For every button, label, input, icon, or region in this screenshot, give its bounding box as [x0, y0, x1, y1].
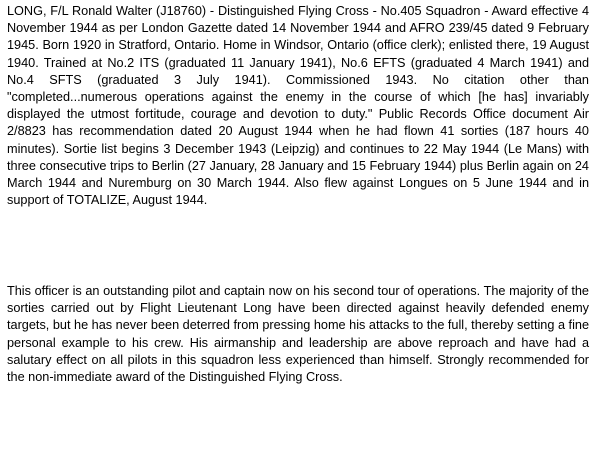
- biography-paragraph: LONG, F/L Ronald Walter (J18760) - Distinguished Flying Cross - No.405 Squadron - Award effective 4 November 1944 as per London Gazette dated 14 November 1944 and AFRO 239/45 dated 9 February 1945. Born 1920 in Stratford, Ontario. Home in Windsor, Ontario (office clerk); enlisted there, 19 August 1940. Trained at No.2 ITS (graduated 11 January 1941), No.6 EFTS (graduated 4 March 1941) and No.4 SFTS (graduated 3 July 1941). Commissioned 1943. No citation other than "completed...numerous operations against the enemy in the course of which [he has] invariably displayed the utmost fortitude, courage and devotion to duty." Public Records Office document Air 2/8823 has recommendation dated 20 August 1944 when he had flown 41 sorties (187 hours 40 minutes). Sortie list begins 3 December 1943 (Leipzig) and continues to 22 May 1944 (Le Mans) with three consecutive trips to Berlin (27 January, 28 January and 15 February 1944) plus Berlin again on 24 March 1944 and Nuremburg on 30 March 1944. Also flew against Longues on 5 June 1944 and in support of TOTALIZE, August 1944.: [7, 4, 589, 208]
- recommendation-paragraph: This officer is an outstanding pilot and captain now on his second tour of operations. The majority of the sorties carried out by Flight Lieutenant Long have been directed against heavily defended enemy targets, but he has never been deterred from pressing home his attacks to the full, thereby setting a fine personal example to his crew. His airmanship and leadership are above reproach and have had a salutary effect on all pilots in this squadron less experienced than himself. Strongly recommended for the non-immediate award of the Distinguished Flying Cross.: [7, 284, 589, 385]
